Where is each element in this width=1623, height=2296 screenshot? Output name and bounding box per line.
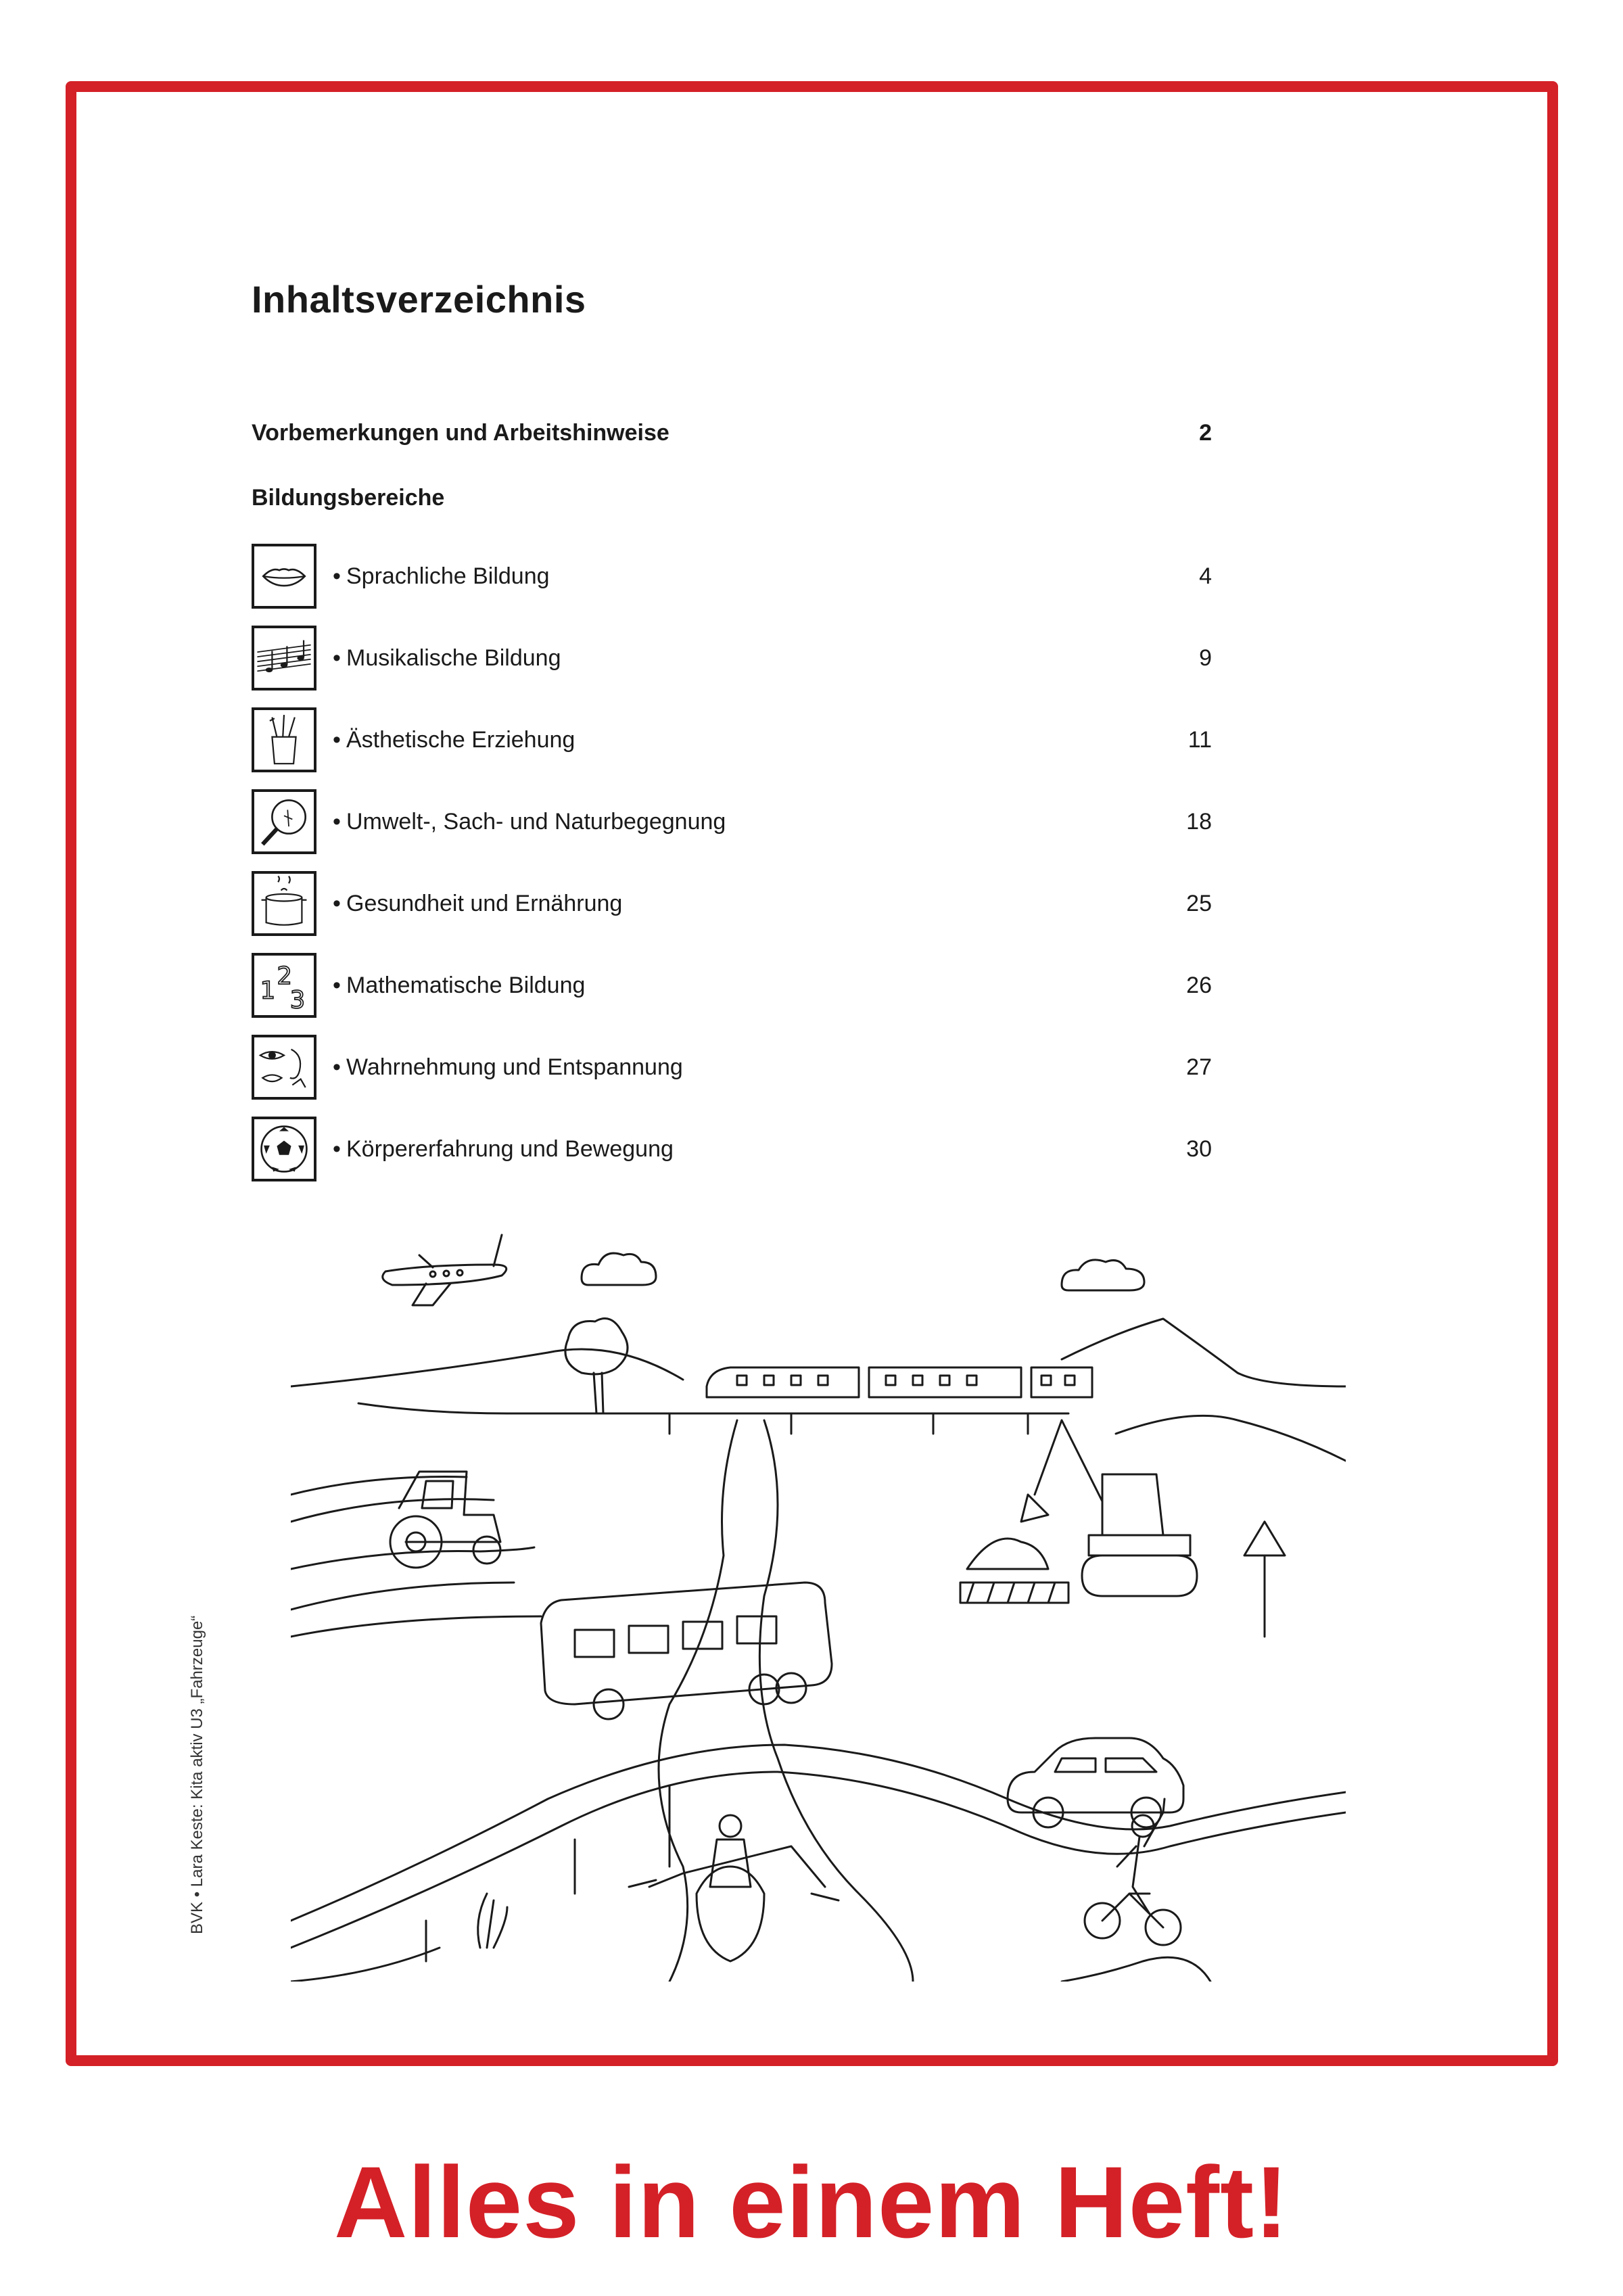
toc-entry-label: Vorbemerkungen und Arbeitshinweise	[252, 420, 669, 446]
cooking-pot-icon	[252, 871, 316, 936]
toc-entry-page: 2	[1199, 420, 1212, 446]
bicycle-icon	[1085, 1799, 1181, 1945]
numbers-123-icon	[252, 953, 316, 1018]
toc-entry-label: Körpererfahrung und Bewegung	[346, 1136, 674, 1162]
toc-entry-aesthetische-erziehung: • Ästhetische Erziehung 11	[252, 707, 1212, 775]
page-title: Inhaltsverzeichnis	[252, 278, 586, 321]
toc-entry-gesundheit-ernaehrung: • Gesundheit und Ernährung 25	[252, 871, 1212, 939]
toc-entry-intro	[252, 419, 1212, 487]
toc-entry-page: 27	[1186, 1054, 1212, 1080]
pencil-cup-icon	[252, 707, 316, 772]
toc-entry-page: 11	[1187, 727, 1212, 753]
toc-entry-label: Musikalische Bildung	[346, 645, 561, 671]
toc-entry-koerpererfahrung-bewegung: • Körpererfahrung und Bewegung 30	[252, 1117, 1212, 1184]
section-heading: Bildungsbereiche	[252, 485, 445, 511]
car-icon	[1008, 1738, 1183, 1827]
slogan-banner: Alles in einem Heft!	[334, 2145, 1289, 2259]
music-notes-icon	[252, 626, 316, 690]
svg-text:1: 1	[260, 977, 276, 1005]
toc-entry-label: Gesundheit und Ernährung	[346, 891, 623, 916]
tree-icon	[565, 1319, 628, 1413]
toc-entry-page: 26	[1186, 973, 1212, 998]
lips-icon	[252, 544, 316, 609]
toc-entry-musikalische-bildung: • Musikalische Bildung 9	[252, 626, 1212, 693]
toc-entry-label: Mathematische Bildung	[346, 973, 586, 998]
senses-face-icon	[252, 1035, 316, 1100]
toc-entry-label: Sprachliche Bildung	[346, 563, 550, 589]
toc-entry-label: Umwelt-, Sach- und Naturbegegnung	[346, 809, 726, 835]
cloud-icon	[1062, 1260, 1144, 1290]
bus-icon	[541, 1583, 832, 1719]
toc-entry-label: Ästhetische Erziehung	[346, 727, 575, 753]
train-icon	[707, 1367, 1092, 1397]
toc-entry-page: 30	[1186, 1136, 1212, 1162]
svg-text:2: 2	[277, 962, 292, 991]
cloud-icon	[582, 1253, 656, 1285]
vehicles-landscape-illustration	[291, 1217, 1346, 1982]
football-icon	[252, 1117, 316, 1181]
toc-entry-mathematische-bildung: 1 2 3 • Mathematische Bildung 26	[252, 953, 1212, 1021]
kayak-icon	[629, 1815, 839, 1961]
toc-entry-page: 4	[1199, 563, 1212, 589]
toc-entry-page: 18	[1186, 809, 1212, 835]
toc-entry-sprachliche-bildung: • Sprachliche Bildung 4	[252, 544, 1212, 611]
toc-entry-wahrnehmung-entspannung: • Wahrnehmung und Entspannung 27	[252, 1035, 1212, 1102]
toc-entry-umwelt-sach-naturbegegnung: • Umwelt-, Sach- und Naturbegegnung 18	[252, 789, 1212, 857]
construction-sign-icon	[1244, 1522, 1285, 1637]
magnifier-icon	[252, 789, 316, 854]
svg-text:3: 3	[289, 986, 306, 1014]
toc-entry-page: 25	[1186, 891, 1212, 916]
airplane-icon	[383, 1235, 507, 1305]
credit-line: BVK • Lara Keste: Kita aktiv U3 „Fahrzeuge“	[188, 1615, 206, 1934]
toc-entry-page: 9	[1199, 645, 1212, 671]
toc-entry-label: Wahrnehmung und Entspannung	[346, 1054, 683, 1080]
